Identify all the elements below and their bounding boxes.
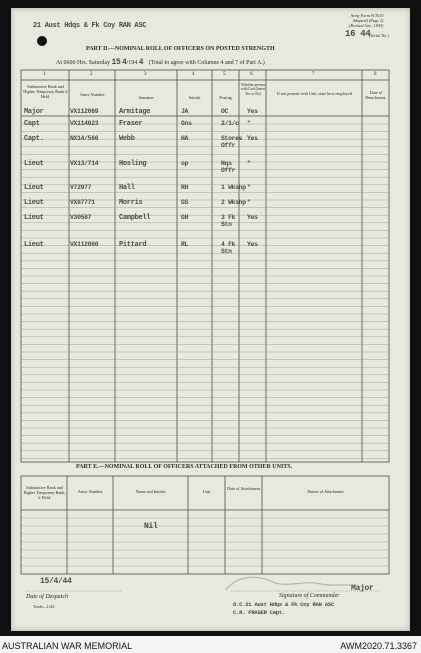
commander-rank: Major <box>351 584 374 593</box>
despatch-date-label: Date of Despatch <box>26 594 68 600</box>
cell-rank: Lieut <box>24 241 44 249</box>
cell-rank: Lieut <box>24 199 44 207</box>
col-header-unit: Unit. <box>202 489 212 494</box>
cell-present: Yes <box>247 108 258 115</box>
part-e-title: PART E.—NOMINAL ROLL OF OFFICERS ATTACHED FROM OTHER UNITS. <box>76 464 293 470</box>
cell-present: " <box>247 160 251 167</box>
col-header-attachment-date: Date of Attachment. <box>227 486 261 491</box>
col-header-initials: Initials. <box>188 95 202 100</box>
signature-label: Signature of Commander <box>279 593 340 599</box>
cell-surname: Armitage <box>119 108 151 116</box>
cell-initials: Gns <box>181 120 192 127</box>
cell-initials: GH <box>181 214 189 221</box>
col-header-employment: If not present with Unit, state how employed. <box>277 91 353 96</box>
cell-number: VX112069 <box>70 108 99 115</box>
unit-name: 21 Aust Hdqs & Fk Coy RAN ASC <box>33 22 147 30</box>
cell-number: V72977 <box>70 184 92 191</box>
cell-surname: Hosling <box>119 160 147 168</box>
cell-initials: GS <box>181 199 189 206</box>
col-header-posting: Posting. <box>219 95 233 100</box>
col-number: 6 <box>250 72 253 77</box>
cell-initials: op <box>181 160 189 167</box>
cell-present: Yes <box>247 241 258 248</box>
cell-number: VX114023 <box>70 120 99 127</box>
cell-posting: 2 Wkshp <box>221 199 246 206</box>
col-header-army-number: Army Number. <box>77 489 104 494</box>
cell-surname: Webb <box>119 135 135 143</box>
cell-present: Yes <box>247 135 258 142</box>
cell-surname: Morris <box>119 199 143 207</box>
cell-number: VX112060 <box>70 241 99 248</box>
cell-present: Yes <box>247 214 258 221</box>
col-header-army-number: Army Number. <box>79 92 106 97</box>
cell-initials: RL <box>181 241 189 248</box>
cell-posting: OC <box>221 108 229 115</box>
part-d-subtitle: At 0600 Hrs. Saturday 15 4/194 4 (Total to agree with Columns 4 and 7 of Part A.) <box>56 58 265 67</box>
cell-rank: Major <box>24 108 44 116</box>
cell-number: VX13/714 <box>70 160 99 167</box>
col-number: 1 <box>43 72 46 77</box>
cell-rank: Lieut <box>24 184 44 192</box>
cell-surname: Hall <box>119 184 135 192</box>
col-number: 3 <box>144 72 147 77</box>
cell-rank: Lieut <box>24 160 44 168</box>
col-number: 2 <box>90 72 93 77</box>
cell-number: V30587 <box>70 214 92 221</box>
col-header-rank: Substantive Rank and Higher Temporary Rank, if Held. <box>23 485 66 500</box>
despatch-date: 15/4/44 <box>40 577 72 586</box>
footer-accession-number: AWM2020.71.3367 <box>340 641 417 651</box>
cell-surname: Fraser <box>119 120 143 128</box>
cell-surname: Campbell <box>119 214 151 222</box>
cell-rank: Capt. <box>24 135 44 143</box>
print-reference: Trade—1/43. <box>33 604 56 609</box>
cell-posting: 2/1/c <box>221 120 239 127</box>
col-header-name-initials: Name and Initials. <box>135 489 167 494</box>
part-e-entry: Nil <box>144 522 158 531</box>
col-header-present: Whether present with Unit (Insert Yes or No) <box>241 83 265 96</box>
cell-posting: 3 Fk Stn <box>221 214 236 228</box>
signature-unit-line: O.C.21 Aust Hdqs & Fk Coy RAN ASC <box>233 601 334 608</box>
handwritten-signature <box>11 8 410 631</box>
footer-credit: AUSTRALIAN WAR MEMORIAL <box>2 641 133 651</box>
cell-posting: Stores Offr <box>221 135 243 149</box>
cell-posting: 1 Wkshp <box>221 184 246 191</box>
cell-initials: JA <box>181 108 189 115</box>
col-number: 4 <box>192 72 195 77</box>
col-header-rank: Substantive Rank and Higher Temporary Rank if Held. <box>23 84 68 99</box>
form-sheet <box>11 8 410 631</box>
col-header-detachment-date: Date of Detachment. <box>365 90 387 100</box>
cell-posting: Hqs Offr <box>221 160 236 174</box>
col-header-attachment-nature: Nature of Attachment. <box>307 489 345 494</box>
cell-posting: 4 Fk Stn <box>221 241 236 255</box>
serial-number: 16 44 <box>345 29 371 39</box>
serial-label: (Serial No.) <box>369 33 389 38</box>
cell-present: " <box>247 184 251 191</box>
cell-present: " <box>247 120 251 127</box>
cell-present: " <box>247 199 251 206</box>
form-reference: Army Form W.3010 Adapted) (Page 2) (Revised Jan., 1943) <box>349 13 384 28</box>
cell-rank: Capt <box>24 120 40 128</box>
cell-surname: Pittard <box>119 241 147 249</box>
col-number: 5 <box>223 72 226 77</box>
cell-rank: Lieut <box>24 214 44 222</box>
part-d-title: PART D.—NOMINAL ROLL OF OFFICERS ON POSTED STRENGTH <box>86 46 275 52</box>
cell-number: VX87771 <box>70 199 95 206</box>
col-header-surname: Surname. <box>138 95 155 100</box>
cell-initials: HA <box>181 135 189 142</box>
cell-number: NX14/566 <box>70 135 99 142</box>
signature-name-line: C.R. FRASER Capt. <box>233 609 285 616</box>
cell-initials: RH <box>181 184 189 191</box>
col-number: 7 <box>312 72 315 77</box>
col-number: 8 <box>374 72 377 77</box>
